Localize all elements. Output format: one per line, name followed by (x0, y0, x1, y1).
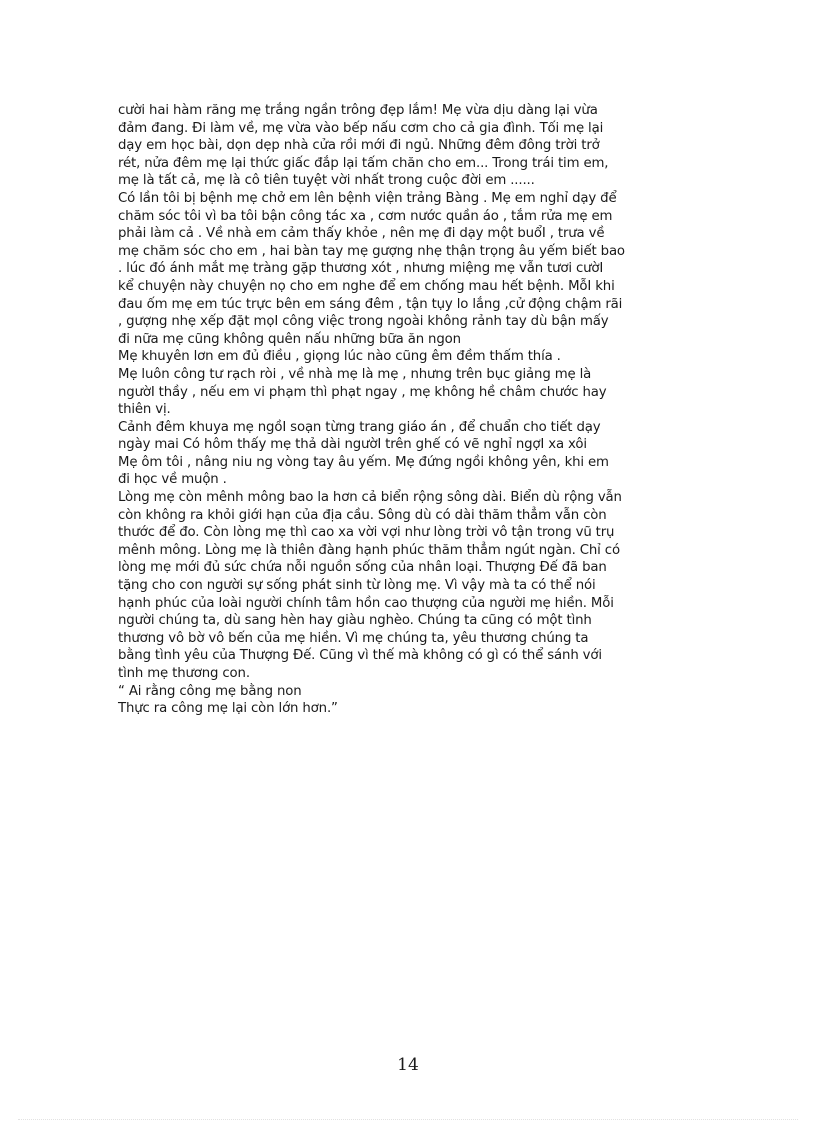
text-line: Mẹ khuyên lơn em đủ điều , giọng lúc nào cũng êm đềm thấm thía . (118, 349, 561, 365)
text-line: hạnh phúc của loài người chính tâm hồn cao thượng của người mẹ hiền. Mỗi (118, 595, 614, 611)
text-line: tình mẹ thương con. (118, 666, 250, 681)
text-line: lòng mẹ mới đủ sức chứa nỗi nguồn sống của nhân loại. Thượng Đế đã ban (118, 560, 607, 576)
text-line: người chúng ta, dù sang hèn hay giàu nghèo. Chúng ta cũng có một tình (118, 613, 592, 629)
text-line: mẹ chăm sóc cho em , hai bàn tay mẹ gượng nhẹ thận trọng âu yếm biết bao (118, 243, 625, 259)
page-bottom-divider (18, 1119, 798, 1120)
text-line: thước để đo. Còn lòng mẹ thì cao xa vời vợi như lòng trời vô tận trong vũ trụ (118, 525, 615, 541)
text-line: “ Ai rằng công mẹ bằng non (118, 683, 302, 699)
text-line: tặng cho con người sự sống phát sinh từ lòng mẹ. Vì vậy mà ta có thể nói (118, 578, 596, 594)
text-line: Mẹ ôm tôi , nâng niu ng vòng tay âu yếm. Mẹ đứng ngồi không yên, khi em (118, 454, 609, 470)
text-line: Có lần tôi bị bệnh mẹ chở em lên bệnh viện trảng Bàng . Mẹ em nghỉ dạy để (118, 190, 617, 206)
page-number: 14 (397, 1055, 419, 1075)
text-line: chăm sóc tôi vì ba tôi bận công tác xa , cơm nước quần áo , tắm rửa mẹ em (118, 208, 613, 224)
text-line: ngườI thầy , nếu em vi phạm thì phạt ngay , mẹ không hề châm chước hay (118, 384, 607, 400)
text-line: thiên vị. (118, 402, 171, 418)
text-line: còn không ra khỏi giới hạn của địa cầu. Sông dù có dài thăm thẳm vẫn còn (118, 507, 607, 523)
text-line: rét, nửa đêm mẹ lại thức giấc đắp lại tấm chăn cho em... Trong trái tim em, (118, 155, 609, 171)
text-line: Cảnh đêm khuya mẹ ngồI soạn từng trang giáo án , để chuẩn cho tiết dạy (118, 419, 601, 435)
text-line: Thực ra công mẹ lại còn lớn hơn.” (118, 701, 338, 717)
text-line: đau ốm mẹ em túc trực bên em sáng đêm , tận tụy lo lắng ,cử động chậm rãi (118, 296, 623, 312)
text-line: cười hai hàm răng mẹ trắng ngần trông đẹp lắm! Mẹ vừa dịu dàng lại vừa (118, 103, 598, 118)
text-line: đảm đang. Đi làm về, mẹ vừa vào bếp nấu cơm cho cả gia đình. Tối mẹ lại (118, 120, 604, 136)
text-line: phải làm cả . Về nhà em cảm thấy khỏe , nên mẹ đi dạy một buổI , trưa về (118, 226, 605, 242)
text-line: mẹ là tất cả, mẹ là cô tiên tuyệt vời nhất trong cuộc đời em ...... (118, 173, 535, 189)
text-line: bằng tình yêu của Thượng Đế. Cũng vì thế mà không có gì có thể sánh với (118, 648, 602, 664)
text-line: , gượng nhẹ xếp đặt mọI công việc trong ngoài không rảnh tay dù bận mấy (118, 314, 609, 330)
text-line: Lòng mẹ còn mênh mông bao la hơn cả biển rộng sông dài. Biển dù rộng vẫn (118, 490, 622, 506)
text-line: Mẹ luôn công tư rạch ròi , về nhà mẹ là mẹ , nhưng trên bục giảng mẹ là (118, 366, 592, 382)
text-line: dạy em học bài, dọn dẹp nhà cửa rồi mới đi ngủ. Những đêm đông trời trở (118, 138, 600, 154)
text-line: ngày mai Có hôm thấy mẹ thả dài ngườI trên ghế có vẽ nghỉ ngợI xa xôi (118, 437, 587, 453)
text-line: đi học về muộn . (118, 472, 227, 488)
text-line: kể chuyện này chuyện nọ cho em nghe để em chống mau hết bệnh. MỗI khi (118, 278, 615, 294)
text-line: . lúc đó ánh mắt mẹ tràng gặp thương xót , nhưng miệng mẹ vẫn tươi cườI (118, 261, 604, 277)
body-text (118, 102, 708, 718)
text-line: đi nữa mẹ cũng không quên nấu những bữa ăn ngon (118, 331, 461, 347)
text-line: thương vô bờ vô bến của mẹ hiền. Vì mẹ chúng ta, yêu thương chúng ta (118, 630, 589, 646)
text-line: mênh mông. Lòng mẹ là thiên đàng hạnh phúc thăm thẳm ngút ngàn. Chỉ có (118, 542, 620, 558)
